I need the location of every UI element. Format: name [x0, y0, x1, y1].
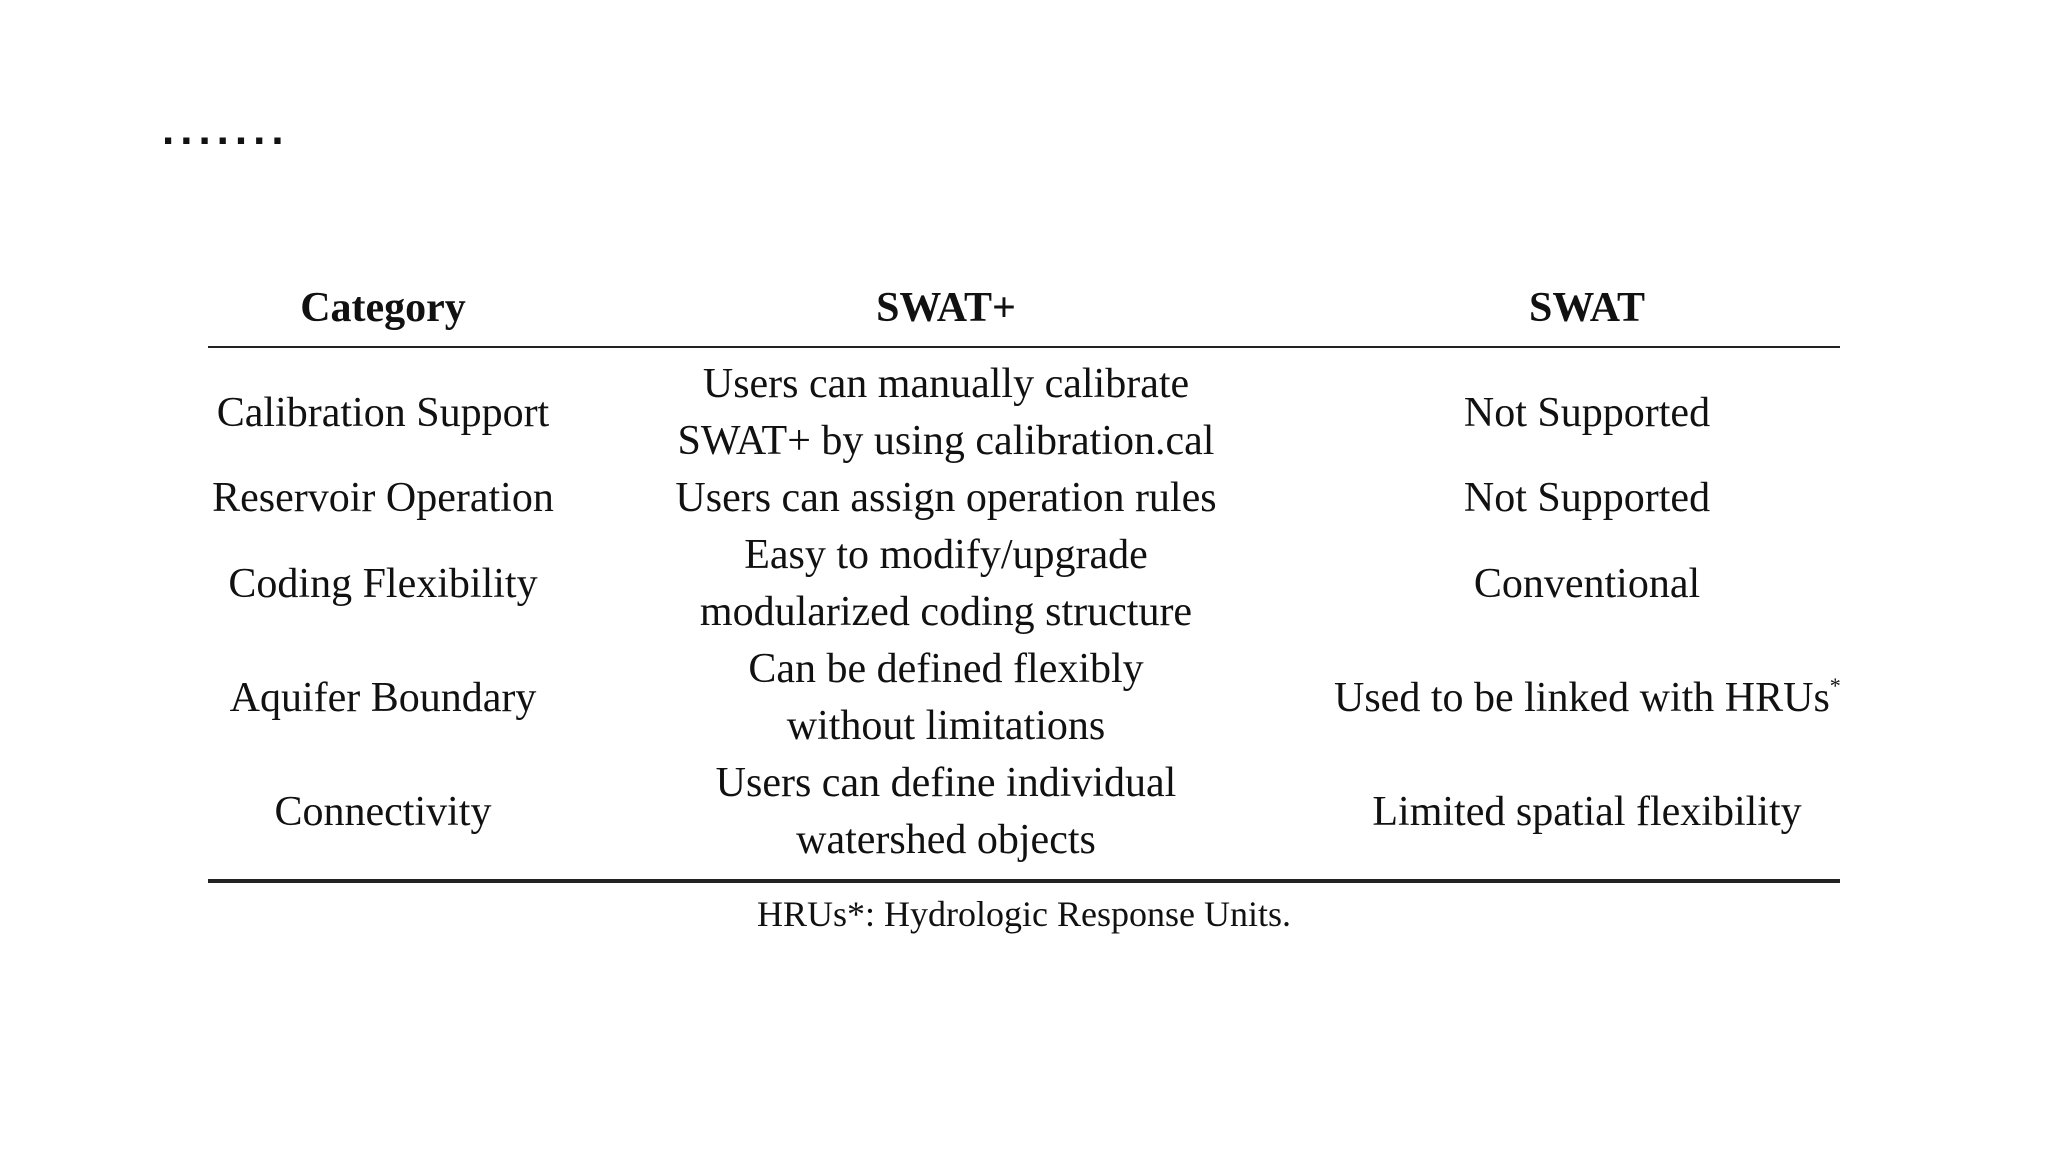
slide-marker: ....... — [162, 105, 290, 154]
table-row — [208, 347, 1840, 470]
cell-swat: Conventional — [1473, 560, 1701, 607]
table-row — [208, 470, 1840, 527]
footnote-mark: * — [1829, 672, 1841, 698]
cell-swat: Limited spatial flexibility — [1334, 755, 1840, 881]
header-swat-plus: SWAT+ — [558, 270, 1334, 347]
cell-swat-text: Used to be linked with HRUs — [1334, 674, 1830, 721]
header-swat: SWAT — [1334, 270, 1840, 347]
cell-line: modularized coding structure — [699, 589, 1193, 635]
cell-line: Can be defined flexibly — [748, 646, 1144, 692]
cell-category: Coding Flexibility — [228, 560, 538, 607]
cell-category: Aquifer Boundary — [229, 674, 537, 721]
cell-line: Users can manually calibrate — [702, 361, 1190, 407]
cell-swat: Not Supported — [1463, 475, 1711, 521]
cell-swat: Not Supported — [1463, 389, 1711, 436]
cell-swat-plus — [558, 470, 1334, 527]
cell-category: Reservoir Operation — [212, 475, 554, 521]
cell-line: Easy to modify/upgrade — [744, 532, 1148, 578]
table-row — [208, 641, 1840, 755]
table-body — [208, 347, 1840, 881]
cell-swat-plus — [558, 527, 1334, 641]
table-row — [208, 527, 1840, 641]
cell-line: SWAT+ by using calibration.cal — [677, 418, 1215, 464]
table-row — [208, 755, 1840, 881]
cell-swat-plus — [558, 641, 1334, 755]
comparison-table — [208, 270, 1840, 883]
cell-line: Users can define individual — [715, 760, 1177, 806]
cell-swat-plus — [558, 347, 1334, 470]
cell-swat-plus — [558, 755, 1334, 881]
table-footnote: HRUs*: Hydrologic Response Units. — [757, 894, 1291, 934]
cell-swat — [1334, 641, 1840, 755]
cell-line: without limitations — [786, 703, 1106, 749]
cell-category: Connectivity — [208, 755, 558, 881]
table-header — [208, 270, 1840, 347]
header-category: Category — [208, 270, 558, 347]
cell-category: Calibration Support — [216, 389, 550, 436]
comparison-table-container — [208, 270, 1840, 935]
cell-line: Users can assign operation rules — [675, 475, 1217, 521]
header-row — [208, 270, 1840, 347]
cell-line: watershed objects — [796, 817, 1096, 863]
